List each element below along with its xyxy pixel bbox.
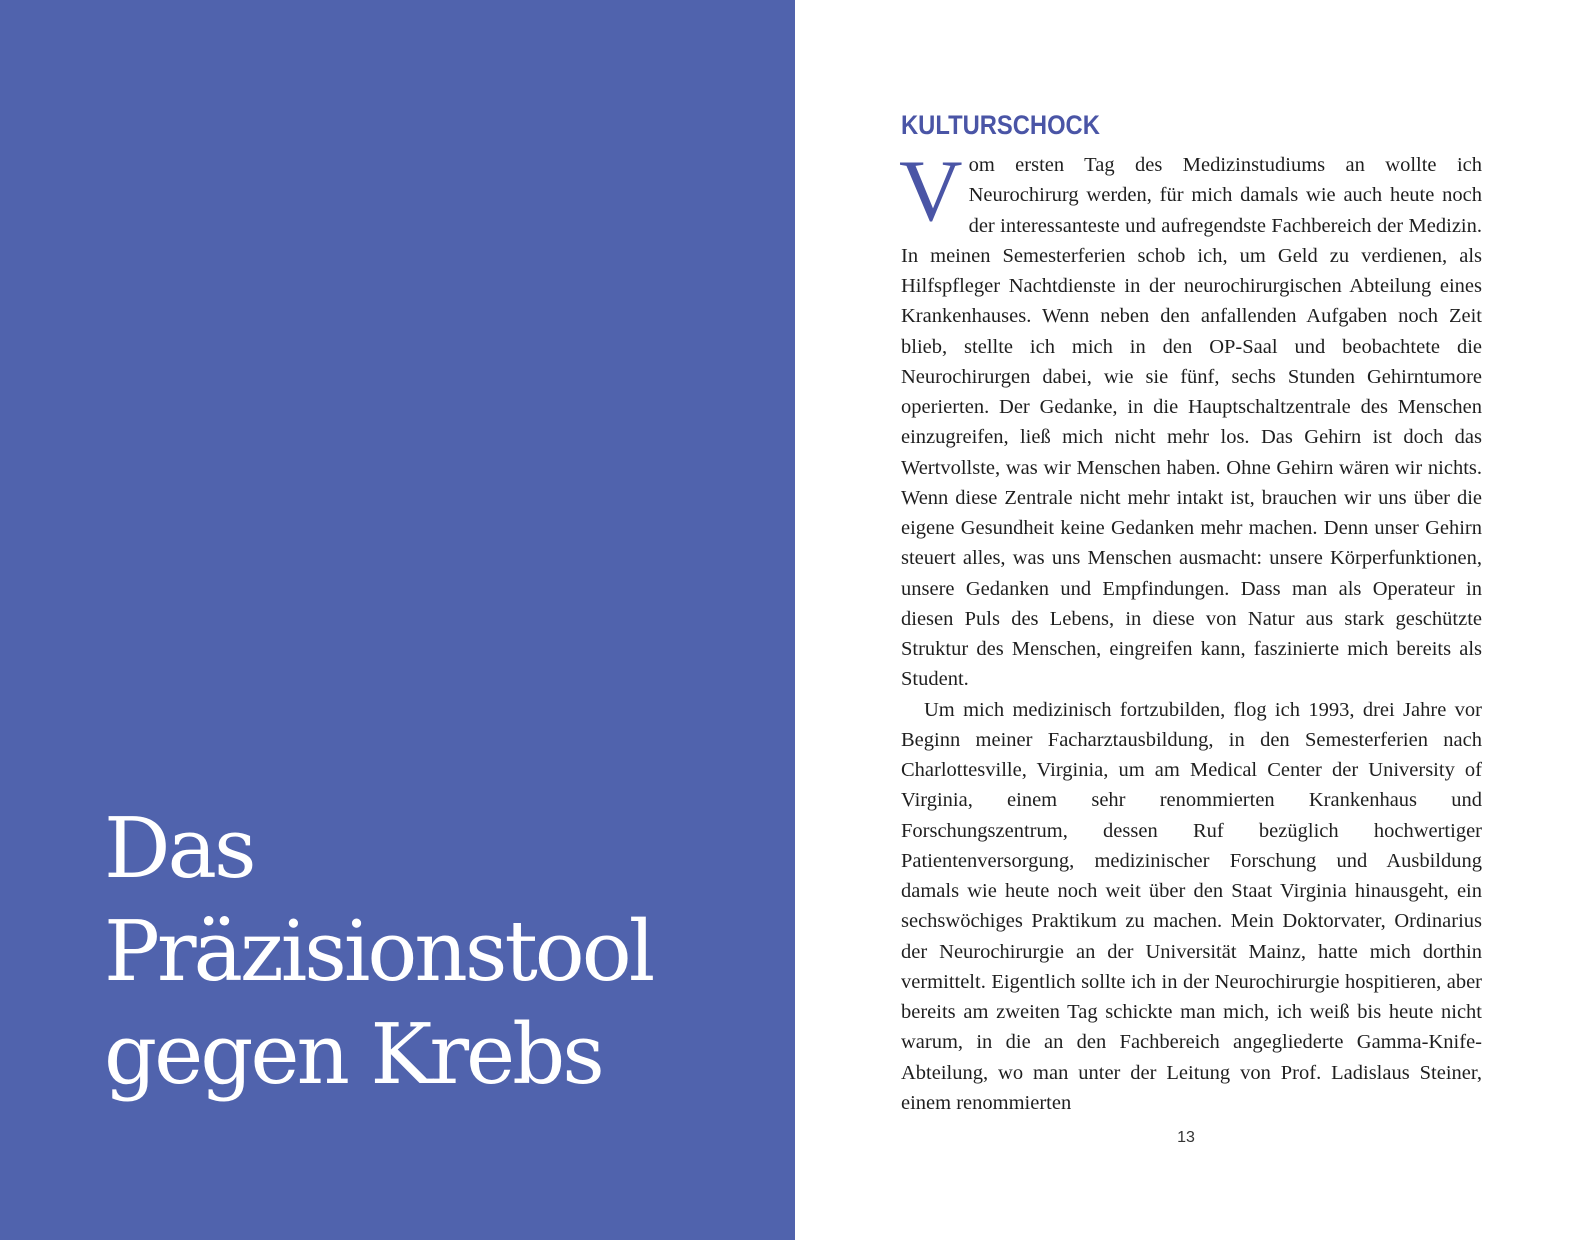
chapter-title bbox=[104, 797, 652, 1106]
drop-cap: V bbox=[899, 143, 963, 240]
paragraph-2: Um mich medizinisch fortzubilden, flog ich 1993, drei Jahre vor Beginn meiner Facharztausbildung, in den Semesterferien nach Charlottesville, Virginia, um am Medical Center der University of Virginia, einem sehr renommierten Krankenhaus und Forschungszentrum, dessen Ruf bezüglich hochwertiger Patientenversorgung, medizinischer Forschung und Ausbildung damals wie heute noch weit über den Staat Virginia hinausgeht, ein sechswöchiges Praktikum zu machen. Mein Doktorvater, Ordinarius der Neurochirurgie an der Universität Mainz, hatte mich dorthin vermittelt. Eigentlich sollte ich in der Neurochirurgie hospitieren, aber bereits am zweiten Tag schickte man mich, ich weiß bis heute nicht warum, in die an den Fachbereich angegliederte Gamma-Knife-Abteilung, wo man unter der Leitung von Prof. Ladislaus Steiner, einem renommierten bbox=[901, 698, 1482, 1114]
section-heading: KULTURSCHOCK bbox=[901, 110, 1100, 140]
page-number: 13 bbox=[1177, 1129, 1195, 1146]
text-page bbox=[795, 0, 1594, 1240]
paragraph-1 bbox=[899, 143, 1482, 695]
chapter-title-line-2: Präzisionstool bbox=[104, 903, 653, 1000]
chapter-title-line-3: gegen Krebs bbox=[104, 1006, 602, 1103]
paragraph-1-text: om ersten Tag des Medizinstudiums an wollte ich Neurochirurg werden, für mich damals wie auch heute noch der interessanteste und aufregendste Fachbereich der Medizin. In meinen Semesterferien schob ich, um Geld zu verdienen, als Hilfspfleger Nachtdienste in der neurochirurgischen Abteilung eines Krankenhauses. Wenn neben den anfallenden Aufgaben noch Zeit blieb, stellte ich mich in den OP-Saal und beobachtete die Neurochirurgen dabei, wie sie fünf, sechs Stunden Gehirntumore operierten. Der Gedanke, in die Hauptschaltzentrale des Menschen einzugreifen, ließ mich nicht mehr los. Das Gehirn ist doch das Wertvollste, was wir Menschen haben. Ohne Gehirn wären wir nichts. Wenn diese Zentrale nicht mehr intakt ist, brauchen wir uns über die eigene Gesundheit keine Gedanken mehr machen. Denn unser Gehirn steuert alles, was uns Menschen ausmacht: unsere Körperfunktionen, unsere Gedanken und Empfindungen. Dass man als Operateur in diesen Puls des Lebens, in diese von Natur aus stark geschützte Struktur des Menschen, eingreifen kann, faszinierte mich bereits als Student. bbox=[901, 154, 1482, 691]
chapter-title-page bbox=[0, 0, 795, 1240]
body-text bbox=[899, 143, 1482, 1118]
chapter-title-line-1: Das bbox=[104, 800, 254, 897]
